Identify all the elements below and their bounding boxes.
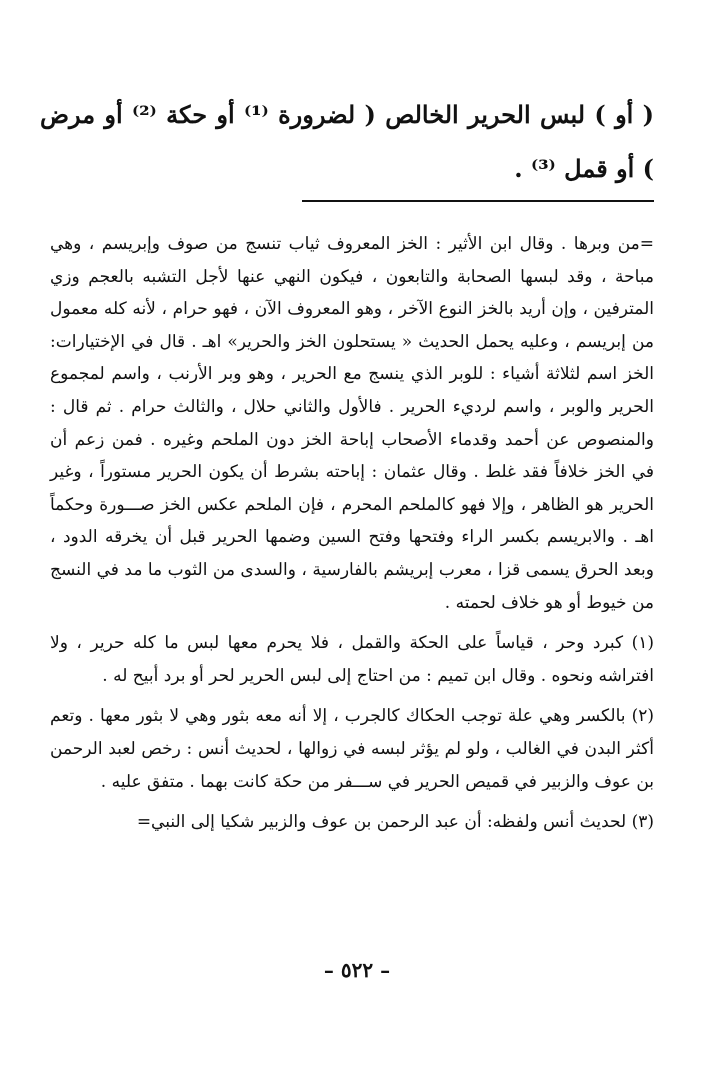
page-number: – ٥٢٢ – [323,958,391,982]
footnote-3: (٣) لحديث أنس ولفظه: أن عبد الرحمن بن عوف والزبير شكيا إلى النبي= [136,812,654,833]
footnote-1: (١) كبرد وحر ، قياساً على الحكة والقمل ، فلا يحرم معها لبس ما كله حرير ، ولا افتراشه ونحوه . وقال ابن تميم : من احتاج إلى لبس الحرير لحر أو برد أبيح له . [50,633,654,686]
footnote-2: (٢) بالكسر وهي علة توجب الحكاك كالجرب ، إلا أنه معه بثور وهي لا بثور معها . وتعم أكثر البدن في الغالب ، ولو لم يؤثر لبسه في زوالها ، لحديث أنس : رخص لعبد الرحمن بن عوف والزبير في قميص الحرير في ســـفر من حكة كانت بهما . متفق عليه . [50,706,654,792]
footnote-separator [302,200,654,202]
footnote-continuation: =من وبرها . وقال ابن الأثير : الخز المعروف ثياب تنسج من صوف وإبريسم ، وهي مباحة ، وقد لبسها الصحابة والتابعون ، فيكون النهي عنها لأجل التشبه بالعجم وزي المترفين ، وإن أريد بالخز النوع الآخر ، وهو المعروف الآن ، فهو حرام ، لأنه كله معمول من إبريسم ، وعليه يحمل الحديث « يستحلون الخز والحرير» اهـ . قال في الإختيارات: الخز اسم لثلاثة أشياء : للوبر الذي ينسج مع الحرير ، وهو وبر الأرنب ، واسم لمجموع الحرير والوبر ، واسم لرديء الحرير . فالأول والثاني حلال ، والثالث حرام . ثم قال : والمنصوص عن أحمد وقدماء الأصحاب إباحة الخز دون الملحم وغيره . فمن زعم أن في الخز خلافاً فقد غلط . وقال عثمان : إباحته بشرط أن يكون الحرير مستوراً ، وغير الحرير هو الظاهر ، وإلا فهو كالملحم المحرم ، فإن الملحم عكس الخز صـــورة وحكماً اهـ . والابريسم بكسر الراء وفتحها وفتح السين وضمها الحرير قبل أن يخرقه الدود ، وبعد الحرق يسمى قزا ، معرب إبريشم بالفارسية ، والسدى من الثوب ما مد في النسج من خيوط أو هو خلاف لحمته . [50,234,654,613]
main-text: ( أو ) لبس الحرير الخالص ( لضرورة ⁽¹⁾ أو حكة ⁽²⁾ أو مرض ) أو قمل ⁽³⁾ . [40,100,655,183]
footnotes [50,228,654,839]
